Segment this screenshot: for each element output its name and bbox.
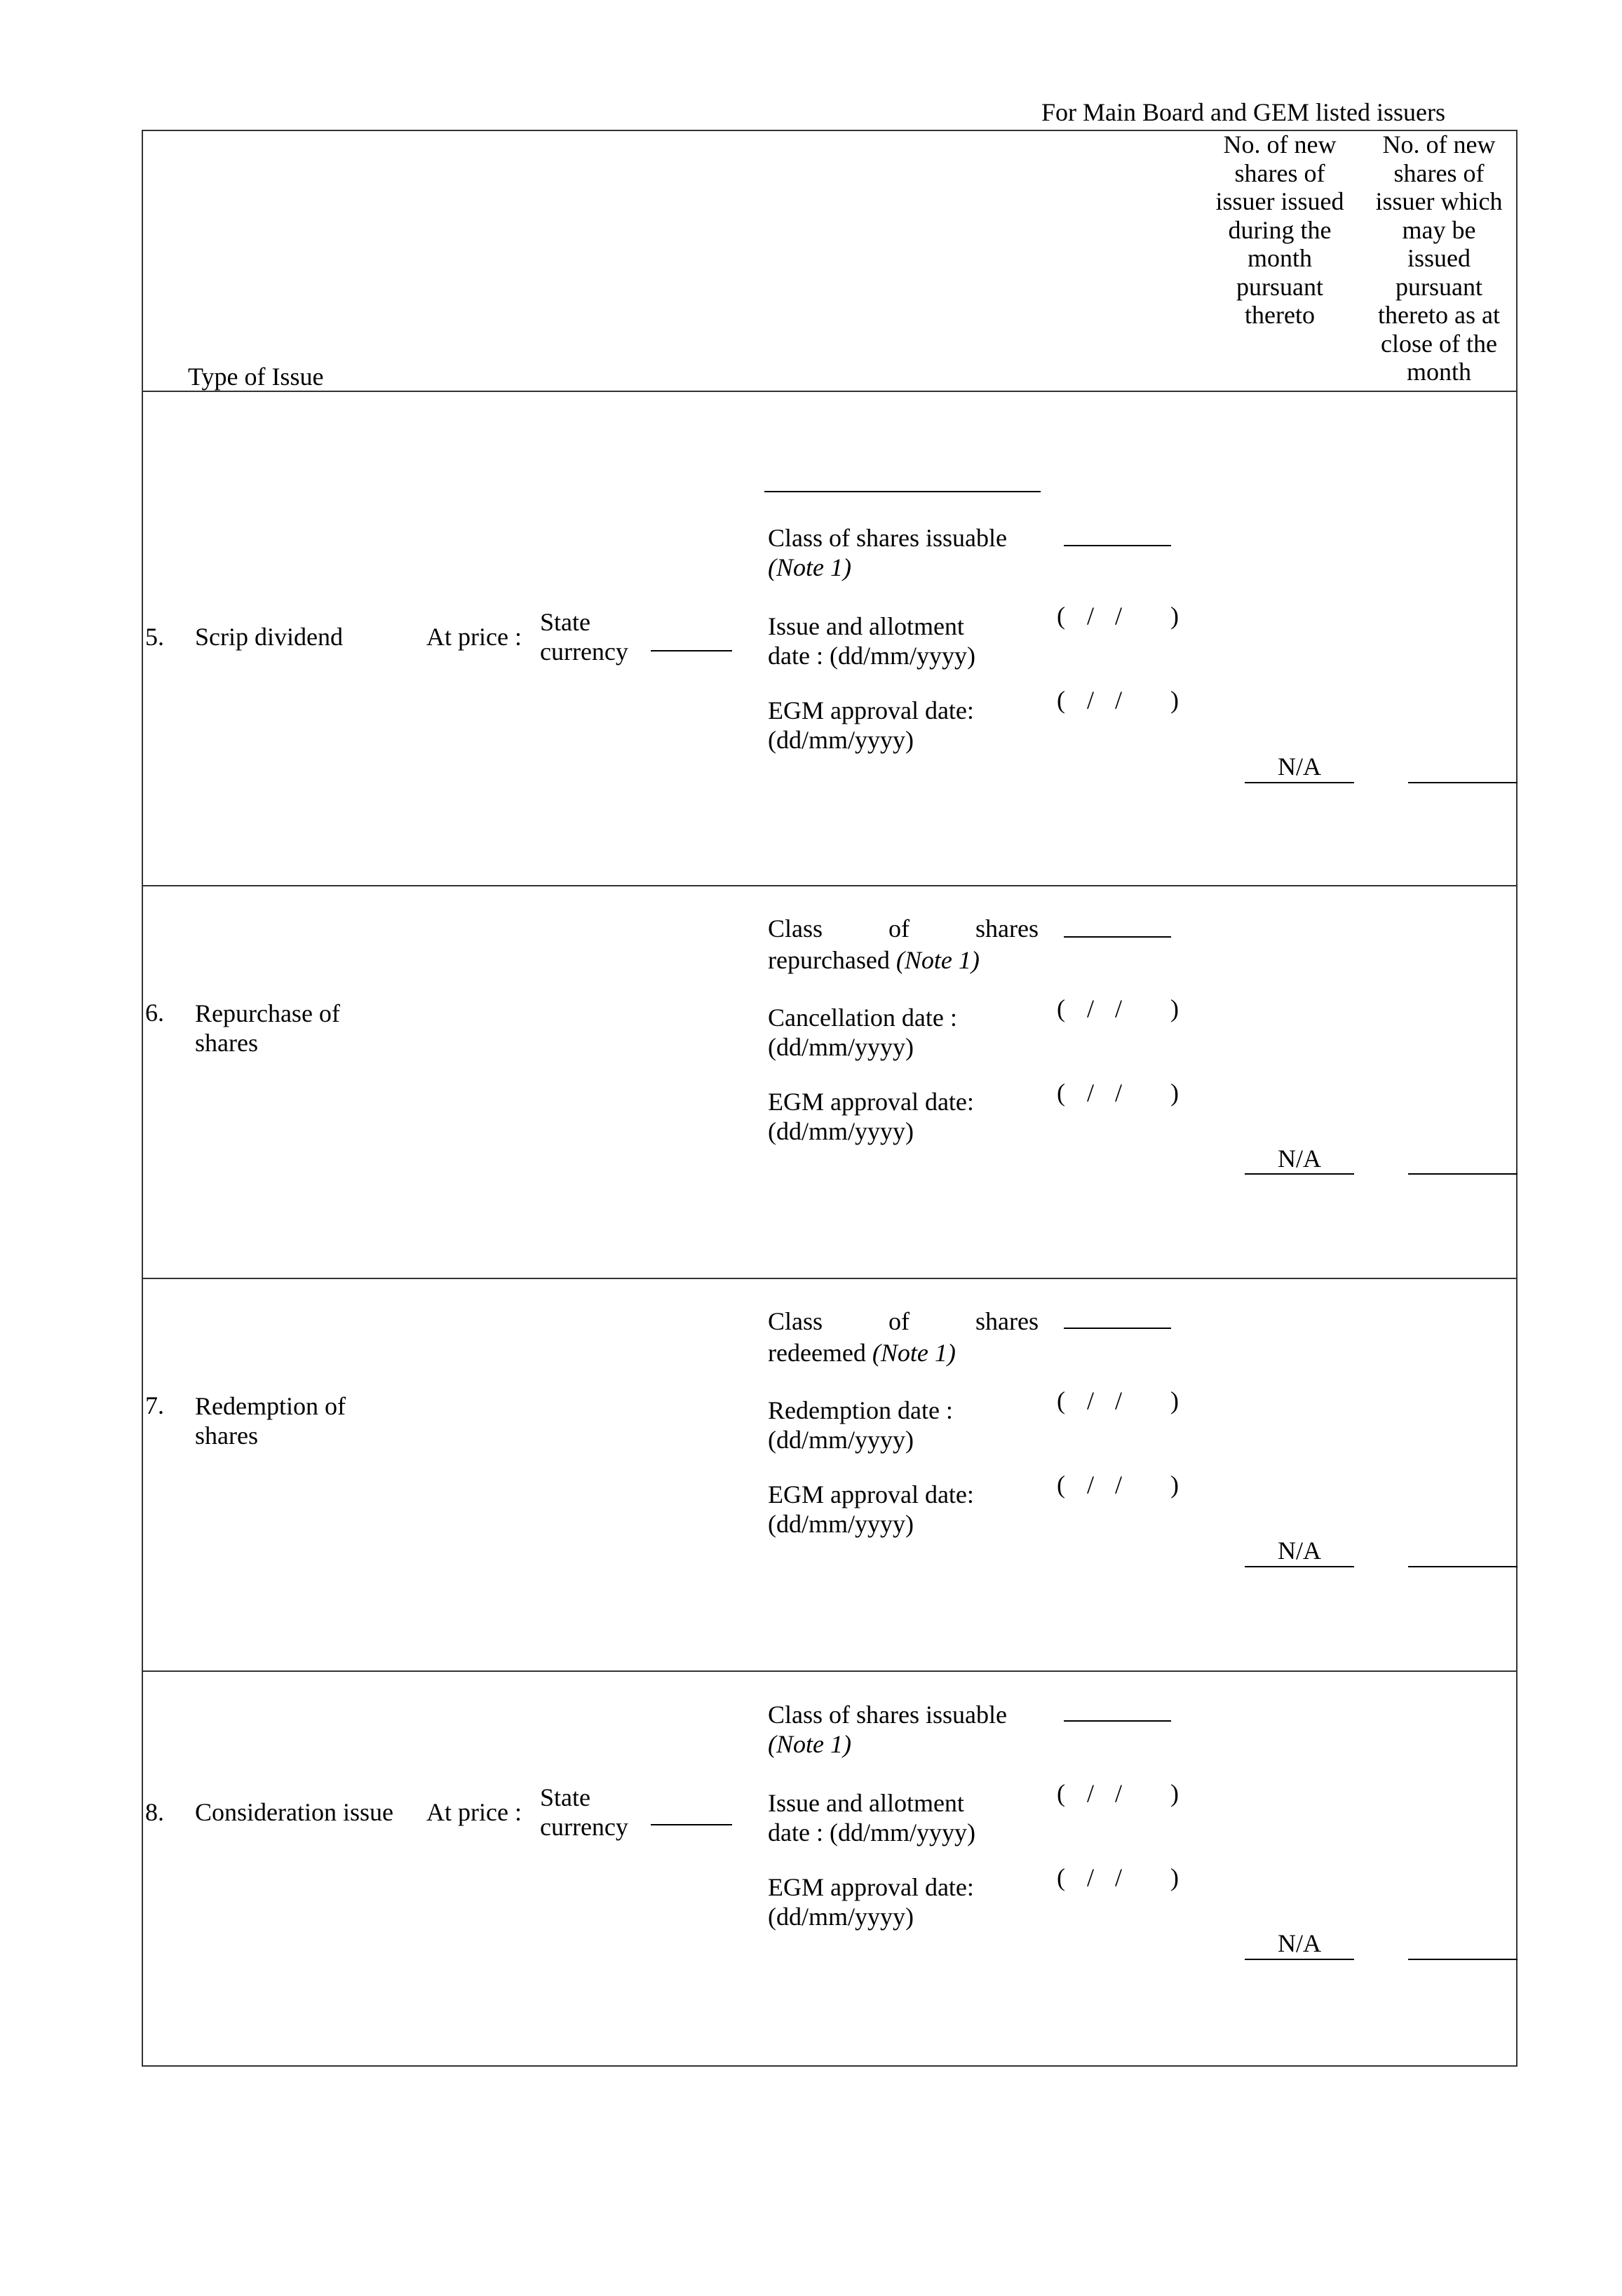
label-word: shares [975,1307,1039,1335]
header-line: shares of [1234,158,1325,187]
cancellation-date-label [768,1003,957,1062]
na-value: N/A [1278,1929,1321,1957]
label-line: (dd/mm/yyyy) [768,1033,914,1061]
label-line: date : (dd/mm/yyyy) [768,642,975,670]
may-issue-blank[interactable] [1408,782,1518,783]
class-of-shares-label [768,523,1007,582]
label-line: EGM approval date: [768,696,974,724]
paren: ( [1057,1386,1065,1414]
header-divider [142,391,1518,392]
label-line: (dd/mm/yyyy) [768,1903,914,1931]
paren: ( [1057,686,1065,714]
paren: ( [1057,1471,1065,1499]
may-issue-blank[interactable] [1408,1959,1518,1960]
paren: ( [1057,602,1065,630]
na-value: N/A [1278,1144,1321,1173]
issued-blank[interactable] [1245,1959,1354,1960]
label-line: (dd/mm/yyyy) [768,1426,914,1454]
header-line: shares of [1393,158,1485,187]
slash: / [1115,1779,1123,1807]
header-line: close of the [1381,329,1497,358]
label-line: currency [540,637,628,666]
note-reference: (Note 1) [768,1730,851,1758]
label-line: (dd/mm/yyyy) [768,726,914,754]
issue-allotment-date-label [768,612,975,670]
slash: / [1087,994,1095,1022]
class-of-shares-label-line2 [768,1339,956,1367]
slash: / [1115,1386,1123,1414]
paren: ( [1057,1079,1065,1107]
egm-approval-date-label [768,1872,974,1931]
label-line: currency [540,1813,628,1841]
header-line: pursuant [1395,272,1482,301]
label-word: Class [768,1307,823,1335]
row-number: 7. [145,1391,164,1419]
label-line: State [540,1783,590,1811]
label-line: shares [195,1029,258,1057]
label-word: of [888,914,910,943]
paren: ) [1170,994,1179,1022]
redemption-date-label [768,1396,953,1454]
price-blank[interactable] [651,650,732,651]
class-blank[interactable] [1064,936,1171,938]
label-line: Redemption of [195,1392,346,1420]
note-reference: (Note 1) [896,946,980,974]
issue-type [195,1391,346,1450]
issue-allotment-date-label [768,1788,975,1847]
paren: ) [1170,1471,1179,1499]
slash: / [1115,686,1123,714]
paren: ) [1170,602,1179,630]
label-word: Class [768,914,823,943]
label-line: date : (dd/mm/yyyy) [768,1818,975,1846]
slash: / [1115,1863,1123,1891]
label-line: Issue and allotment [768,612,964,640]
issued-blank[interactable] [1245,1566,1354,1567]
at-price-label: At price : [426,1798,522,1826]
label-line: Cancellation date : [768,1004,957,1032]
header-line: issuer which [1375,187,1503,215]
egm-approval-date-label [768,1087,974,1146]
slash: / [1087,602,1095,630]
paren: ) [1170,686,1179,714]
header-line: No. of new [1223,130,1337,158]
class-blank[interactable] [1064,1328,1171,1329]
class-of-shares-label-line2 [768,946,980,974]
header-line: thereto [1245,301,1315,329]
header-line: month [1247,244,1312,272]
issue-type: Scrip dividend [195,623,343,651]
label-line: EGM approval date: [768,1873,974,1901]
class-of-shares-label [768,914,1039,943]
issued-blank[interactable] [1245,782,1354,783]
slash: / [1087,1779,1095,1807]
row-number: 8. [145,1798,164,1826]
price-blank[interactable] [651,1824,732,1825]
form-caption: For Main Board and GEM listed issuers [1041,98,1445,126]
header-line: during the [1228,215,1332,244]
label-line: Class of shares issuable [768,524,1007,552]
na-value: N/A [1278,752,1321,781]
header-issued-during-month [1203,130,1357,330]
class-of-shares-label [768,1307,1039,1335]
issued-blank[interactable] [1245,1173,1354,1175]
na-value: N/A [1278,1537,1321,1565]
label-word: shares [975,914,1039,943]
label-line: EGM approval date: [768,1480,974,1508]
header-line: thereto as at [1378,301,1500,329]
paren: ) [1170,1863,1179,1891]
row-number: 5. [145,623,164,651]
may-issue-blank[interactable] [1408,1566,1518,1567]
issue-type [195,999,340,1058]
class-of-shares-label [768,1700,1007,1759]
label-line: Class of shares issuable [768,1701,1007,1729]
header-line: No. of new [1382,130,1496,158]
type-of-issue-header: Type of Issue [188,363,324,391]
row-divider [142,1278,1518,1279]
class-blank[interactable] [1064,545,1171,546]
slash: / [1115,602,1123,630]
slash: / [1087,1079,1095,1107]
slash: / [1087,1863,1095,1891]
label-line: EGM approval date: [768,1088,974,1116]
slash: / [1087,686,1095,714]
slash: / [1115,1471,1123,1499]
paren: ( [1057,1779,1065,1807]
header-line: month [1406,358,1471,386]
class-blank[interactable] [1064,1720,1171,1722]
note-reference: (Note 1) [768,553,851,581]
paren: ( [1057,1863,1065,1891]
issue-type: Consideration issue [195,1798,393,1826]
label-word: redeemed [768,1339,866,1367]
header-line: issuer issued [1215,187,1344,215]
label-line: Repurchase of [195,999,340,1027]
blank-line[interactable] [764,491,1041,492]
egm-approval-date-label [768,696,974,755]
row-divider [142,885,1518,886]
paren: ) [1170,1779,1179,1807]
slash: / [1087,1386,1095,1414]
state-currency-label [540,607,628,666]
paren: ) [1170,1386,1179,1414]
paren: ) [1170,1079,1179,1107]
label-line: shares [195,1422,258,1450]
paren: ( [1057,994,1065,1022]
label-line: Redemption date : [768,1396,953,1424]
slash: / [1115,994,1123,1022]
label-word: repurchased [768,946,890,974]
label-line: Issue and allotment [768,1789,964,1817]
at-price-label: At price : [426,623,522,651]
label-word: of [888,1307,910,1335]
row-number: 6. [145,999,164,1027]
label-line: (dd/mm/yyyy) [768,1117,914,1145]
may-issue-blank[interactable] [1408,1173,1518,1175]
slash: / [1115,1079,1123,1107]
header-line: pursuant [1236,272,1323,301]
header-line: may be [1402,215,1476,244]
header-line: issued [1407,244,1471,272]
egm-approval-date-label [768,1480,974,1539]
row-divider [142,1670,1518,1672]
note-reference: (Note 1) [872,1339,956,1367]
state-currency-label [540,1783,628,1842]
label-line: State [540,608,590,636]
slash: / [1087,1471,1095,1499]
header-may-be-issued [1362,130,1516,386]
label-line: (dd/mm/yyyy) [768,1510,914,1538]
